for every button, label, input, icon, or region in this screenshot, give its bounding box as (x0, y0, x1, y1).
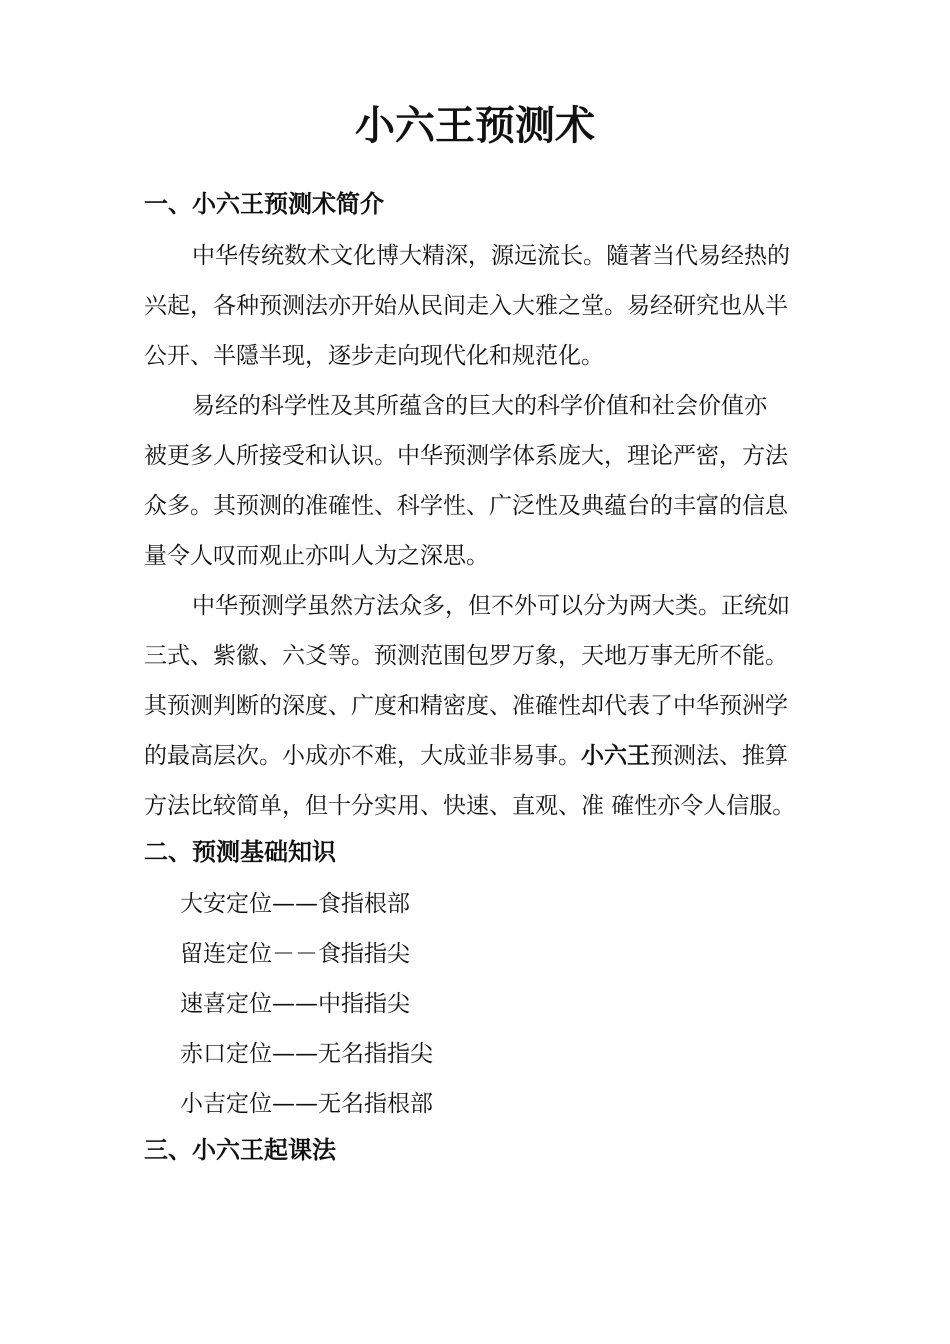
paragraph-line: 被更多人所接受和认识。中华预测学体系庞大，理论严密，方法 (144, 443, 788, 469)
paragraph-line: 众多。其预测的准確性、科学性、广泛性及典蕴台的丰富的信息 (144, 493, 788, 519)
paragraph-line: 兴起，各种预测法亦开始从民间走入大雅之堂。易经研究也从半 (144, 293, 788, 319)
paragraph-line: 方法比较简单，但十分实用、快速、直观、准 確性亦令人信服。 (144, 793, 796, 819)
section-heading-basics: 二、预测基础知识 (144, 838, 336, 866)
paragraph-line: 中华预测学虽然方法众多，但不外可以分为两大类。正统如 (192, 593, 790, 619)
paragraph-line: 三式、紫徽、六爻等。预测范围包罗万象，天地万事无所不能。 (144, 643, 788, 669)
list-item: 小吉定位——无名指根部 (180, 1091, 433, 1117)
document-title: 小六王预测术 (355, 103, 595, 149)
paragraph-text: 预测法、推算 (650, 743, 788, 769)
paragraph-line: 中华传统数术文化博大精深，源远流长。隨著当代易经热的 (192, 243, 790, 269)
paragraph-line: 量令人叹而观止亦叫人为之深思。 (144, 543, 489, 569)
paragraph-line: 易经的科学性及其所蕴含的巨大的科学价值和社会价值亦 (192, 393, 767, 419)
paragraph-text: 的最高层次。小成亦不难，大成並非易事。 (144, 743, 581, 769)
list-item: 速喜定位——中指指尖 (180, 991, 410, 1017)
list-item: 赤口定位——无名指指尖 (180, 1041, 433, 1067)
section-heading-method: 三、小六王起课法 (144, 1136, 336, 1164)
paragraph-line: 其预测判断的深度、广度和精密度、准確性却代表了中华预洲学 (144, 693, 788, 719)
paragraph-line: 公开、半隱半现，逐步走向现代化和规范化。 (144, 343, 604, 369)
list-item: 留连定位－－食指指尖 (180, 941, 410, 967)
paragraph-line (144, 736, 814, 776)
bold-term: 小六王 (581, 743, 650, 769)
list-item: 大安定位——食指根部 (180, 891, 410, 917)
section-heading-intro: 一、小六王预测术简介 (144, 190, 384, 218)
